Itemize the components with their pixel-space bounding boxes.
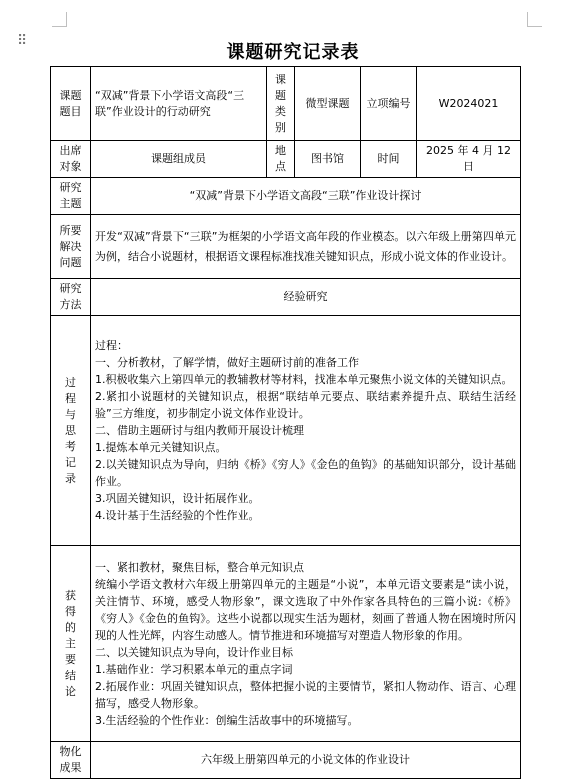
table-row	[51, 546, 521, 742]
table-row	[51, 178, 521, 215]
problem-label: 所要解决问题	[51, 215, 91, 279]
table-row	[51, 215, 521, 279]
process-line: 二、借助主题研讨与组内教师开展设计梳理	[95, 424, 304, 437]
process-line: 过程：	[95, 339, 128, 352]
project-no-value[interactable]: W2024021	[417, 67, 521, 141]
category-label: 课题类别	[267, 67, 295, 141]
page-corner-mark	[52, 12, 67, 27]
problem-value[interactable]: 开发“双减”背景下“三联”为框架的小学语文高年段的作业模态。以六年级上册第四单元为例，结合小说题材，根据语文课程标准找准关键知识点，形成小说文体的作业设计。	[91, 215, 521, 279]
time-value[interactable]: 2025 年 4 月 12 日	[417, 141, 521, 178]
table-row	[51, 67, 521, 141]
result-label: 物化成果	[51, 742, 91, 779]
table-row	[51, 742, 521, 779]
conclusion-line: 3.生活经验的个性作业：创编生活故事中的环境描写。	[95, 713, 359, 727]
theme-value[interactable]: “双减”背景下小学语文高段“三联”作业设计探讨	[91, 178, 521, 215]
conclusion-line: 2.拓展作业：巩固关键知识点，整体把握小说的主要情节，紧扣人物动作、语言、心理描写，感受人物形象。	[95, 679, 516, 710]
conclusion-line: 统编小学语文教材六年级上册第四单元的主题是“小说”，本单元语文要素是“读小说，关注情节、环境，感受人物形象”，课文选取了中外作家各具特色的三篇小说:《桥》《穷人》《金色的鱼钩》。这些小说都以现实生活为题材，刻画了普通人物在困境时所闪现的人性光辉，内容生动感人。情节推进和环境描写对塑造人物形象的作用。	[95, 577, 516, 642]
drag-handle-icon[interactable]: ⠿	[17, 33, 27, 49]
process-line: 2.以关键知识点为导向，归纳《桥》《穷人》《金色的鱼钩》的基础知识部分，设计基础作业。	[95, 458, 516, 488]
table-row	[51, 316, 521, 546]
conclusion-line: 一、紧扣教材，聚焦目标，整合单元知识点	[95, 560, 304, 574]
document-title: 课题研究记录表	[226, 42, 360, 63]
method-value[interactable]: 经验研究	[91, 279, 521, 316]
topic-value[interactable]: “双减”背景下小学语文高段“三联”作业设计的行动研究	[91, 67, 267, 141]
project-no-label: 立项编号	[361, 67, 417, 141]
page-corner-mark	[527, 12, 542, 27]
conclusion-record[interactable]	[91, 546, 521, 742]
conclusion-line: 1.基础作业：学习积累本单元的重点字词	[95, 662, 293, 676]
process-line: 1.积极收集六上第四单元的教辅教材等材料，找准本单元聚焦小说文体的关键知识点。	[95, 373, 513, 386]
attendees-value[interactable]: 课题组成员	[91, 141, 267, 178]
table-row	[51, 141, 521, 178]
record-table	[50, 66, 521, 779]
result-value[interactable]: 六年级上册第四单元的小说文体的作业设计	[91, 742, 521, 779]
conclusion-line: 二、以关键知识点为导向，设计作业目标	[95, 645, 293, 659]
location-label: 地点	[267, 141, 295, 178]
process-record[interactable]	[91, 316, 521, 546]
topic-label: 课题题目	[51, 67, 91, 141]
category-value[interactable]: 微型课题	[295, 67, 361, 141]
location-value[interactable]: 图书馆	[295, 141, 361, 178]
process-line: 2.紧扣小说题材的关键知识点，根据“联结单元要点、联结素养提升点、联结生活经验”三方维度，初步制定小说文体作业设计。	[95, 390, 516, 420]
time-label: 时间	[361, 141, 417, 178]
process-line: 4.设计基于生活经验的个性作业。	[95, 509, 260, 522]
table-row	[51, 279, 521, 316]
theme-label: 研究主题	[51, 178, 91, 215]
conclusion-label: 获 得 的 主 要 结 论	[51, 546, 91, 742]
attendees-label: 出席对象	[51, 141, 91, 178]
process-line: 3.巩固关键知识，设计拓展作业。	[95, 492, 260, 505]
method-label: 研究方法	[51, 279, 91, 316]
process-line: 一、分析教材，了解学情，做好主题研讨前的准备工作	[95, 356, 359, 369]
process-line: 1.提炼本单元关键知识点。	[95, 441, 227, 454]
process-label: 过 程 与 思 考 记 录	[51, 316, 91, 546]
